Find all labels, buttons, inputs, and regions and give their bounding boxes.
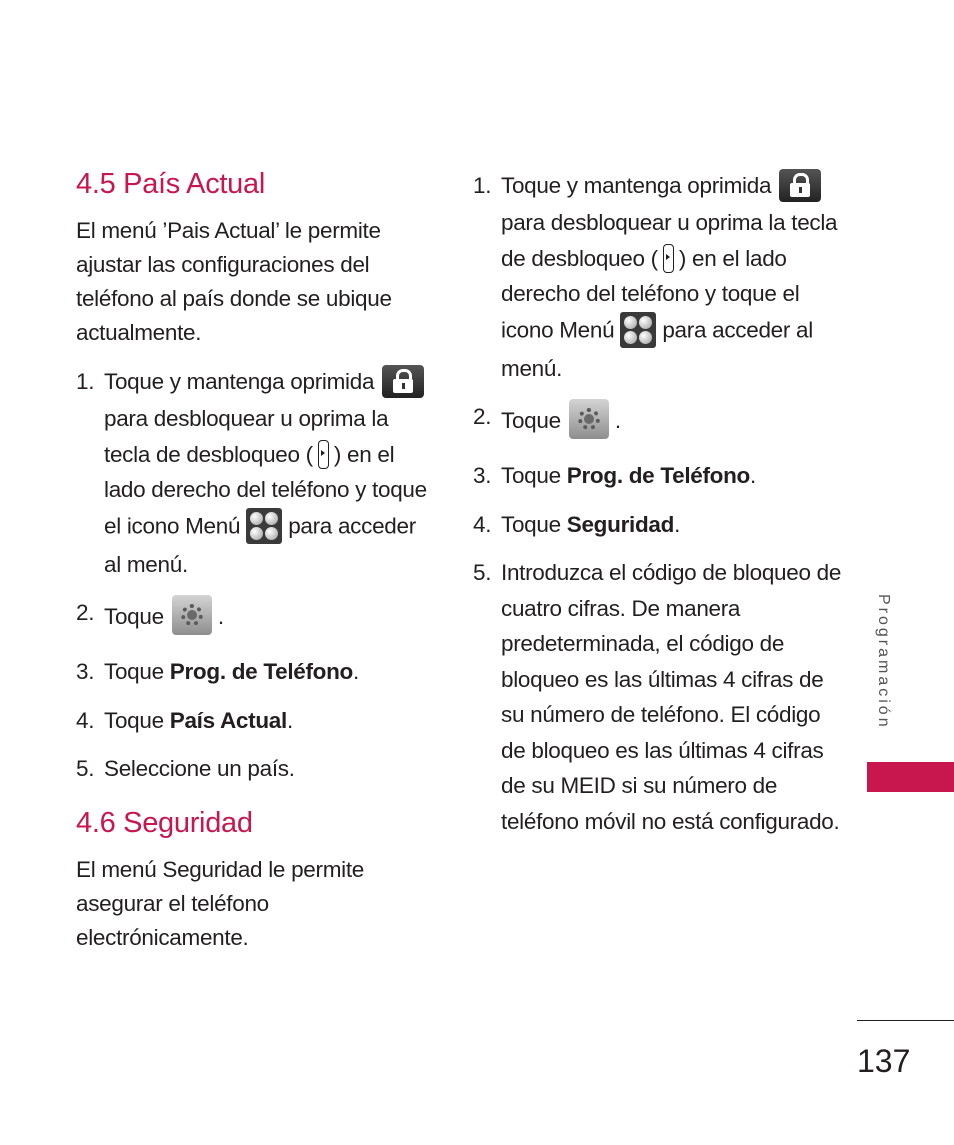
step-text-part: Toque: [104, 604, 164, 629]
step-item: [76, 364, 436, 582]
step-text-part: Toque: [104, 707, 170, 733]
step-text: [501, 458, 843, 494]
side-tab-marker: [867, 762, 954, 792]
step-text-part: para acceder al menú.: [104, 513, 416, 577]
step-text-part: Seleccione un país.: [104, 756, 295, 782]
step-text-part: Toque y mantenga oprimida: [501, 173, 772, 198]
step-text-part: para acceder al menú.: [501, 317, 813, 381]
step-item: [473, 555, 843, 839]
step-text-part: ) en el lado derecho del teléfono y toque el icono Menú: [104, 441, 427, 538]
step-text-part: Toque: [501, 511, 567, 537]
section-intro-seguridad: El menú Seguridad le permite asegurar el teléfono electrónicamente.: [76, 856, 365, 950]
step-text-part: .: [286, 707, 293, 733]
step-number: 2.: [473, 404, 492, 430]
step-item: [473, 399, 843, 445]
step-item: [76, 595, 436, 641]
step-text-part: .: [217, 604, 224, 629]
step-bold-term: Seguridad: [566, 511, 675, 537]
settings-icon: [569, 399, 609, 439]
step-number: 2.: [76, 600, 95, 626]
step-item: [76, 703, 436, 739]
step-number: 5.: [473, 560, 492, 586]
step-text: [104, 364, 436, 582]
step-text: [104, 595, 436, 641]
step-number: 4.: [473, 511, 492, 537]
lock-icon: [382, 365, 424, 398]
settings-icon: [172, 595, 212, 635]
step-text-part: para desbloquear u oprima la tecla de desbloqueo (: [104, 406, 389, 467]
footer-divider: [857, 1020, 954, 1021]
step-text-part: .: [353, 659, 359, 685]
step-text-part: Introduzca el código de bloqueo de cuatro cifras. De manera predeterminada, el código de bloqueo es las últimas 4 cifras de su número de teléfono. El código de bloqueo es las últimas 4 cifras de su MEID si su número de teléfono móvil no está configurado.: [501, 560, 842, 834]
side-tab-label: Programación: [875, 594, 892, 730]
section-intro-pais-actual: El menú ’Pais Actual’ le permite ajustar las configuraciones del teléfono al país donde se ubique actualmente.: [76, 218, 392, 345]
step-number: 1.: [76, 369, 95, 394]
right-column: [473, 168, 843, 852]
step-text-part: .: [750, 463, 756, 489]
step-text: [104, 654, 436, 690]
left-column: [76, 166, 436, 955]
step-bold-term: Prog. de Teléfono: [566, 463, 751, 489]
step-text: [501, 168, 843, 386]
step-number: 5.: [76, 756, 95, 782]
step-bold-term: País Actual: [169, 707, 287, 733]
step-text-part: para desbloquear u oprima la tecla de desbloqueo (: [501, 210, 838, 271]
step-text-part: ) en el lado derecho del teléfono y toque el icono Menú: [501, 245, 800, 342]
step-text: [501, 555, 843, 839]
step-number: 3.: [76, 659, 95, 685]
step-item: [76, 751, 436, 787]
step-number: 3.: [473, 463, 492, 489]
step-item: [76, 654, 436, 690]
side-key-icon: [318, 440, 329, 469]
step-text: [501, 399, 843, 445]
side-key-icon: [663, 244, 674, 273]
step-item: [473, 507, 843, 543]
step-text-part: .: [674, 511, 681, 537]
step-text-part: Toque: [501, 408, 561, 433]
steps-list-seguridad: [473, 168, 843, 839]
step-number: 4.: [76, 707, 95, 733]
step-text: [104, 703, 436, 739]
section-title-pais-actual: 4.5 País Actual: [76, 168, 265, 200]
lock-icon: [779, 169, 821, 202]
step-text: [104, 751, 436, 787]
step-text-part: Toque y mantenga oprimida: [104, 369, 375, 394]
menu-icon: [246, 508, 282, 544]
steps-list-pais-actual: [76, 364, 436, 787]
step-bold-term: Prog. de Teléfono: [169, 659, 354, 685]
step-text-part: Toque: [104, 659, 170, 685]
step-item: [473, 168, 843, 386]
page-number: 137: [857, 1043, 911, 1079]
step-item: [473, 458, 843, 494]
menu-icon: [620, 312, 656, 348]
step-text: [501, 507, 843, 543]
step-number: 1.: [473, 173, 492, 198]
section-title-seguridad: 4.6 Seguridad: [76, 806, 253, 839]
step-text-part: .: [614, 408, 621, 433]
step-text-part: Toque: [501, 463, 567, 489]
